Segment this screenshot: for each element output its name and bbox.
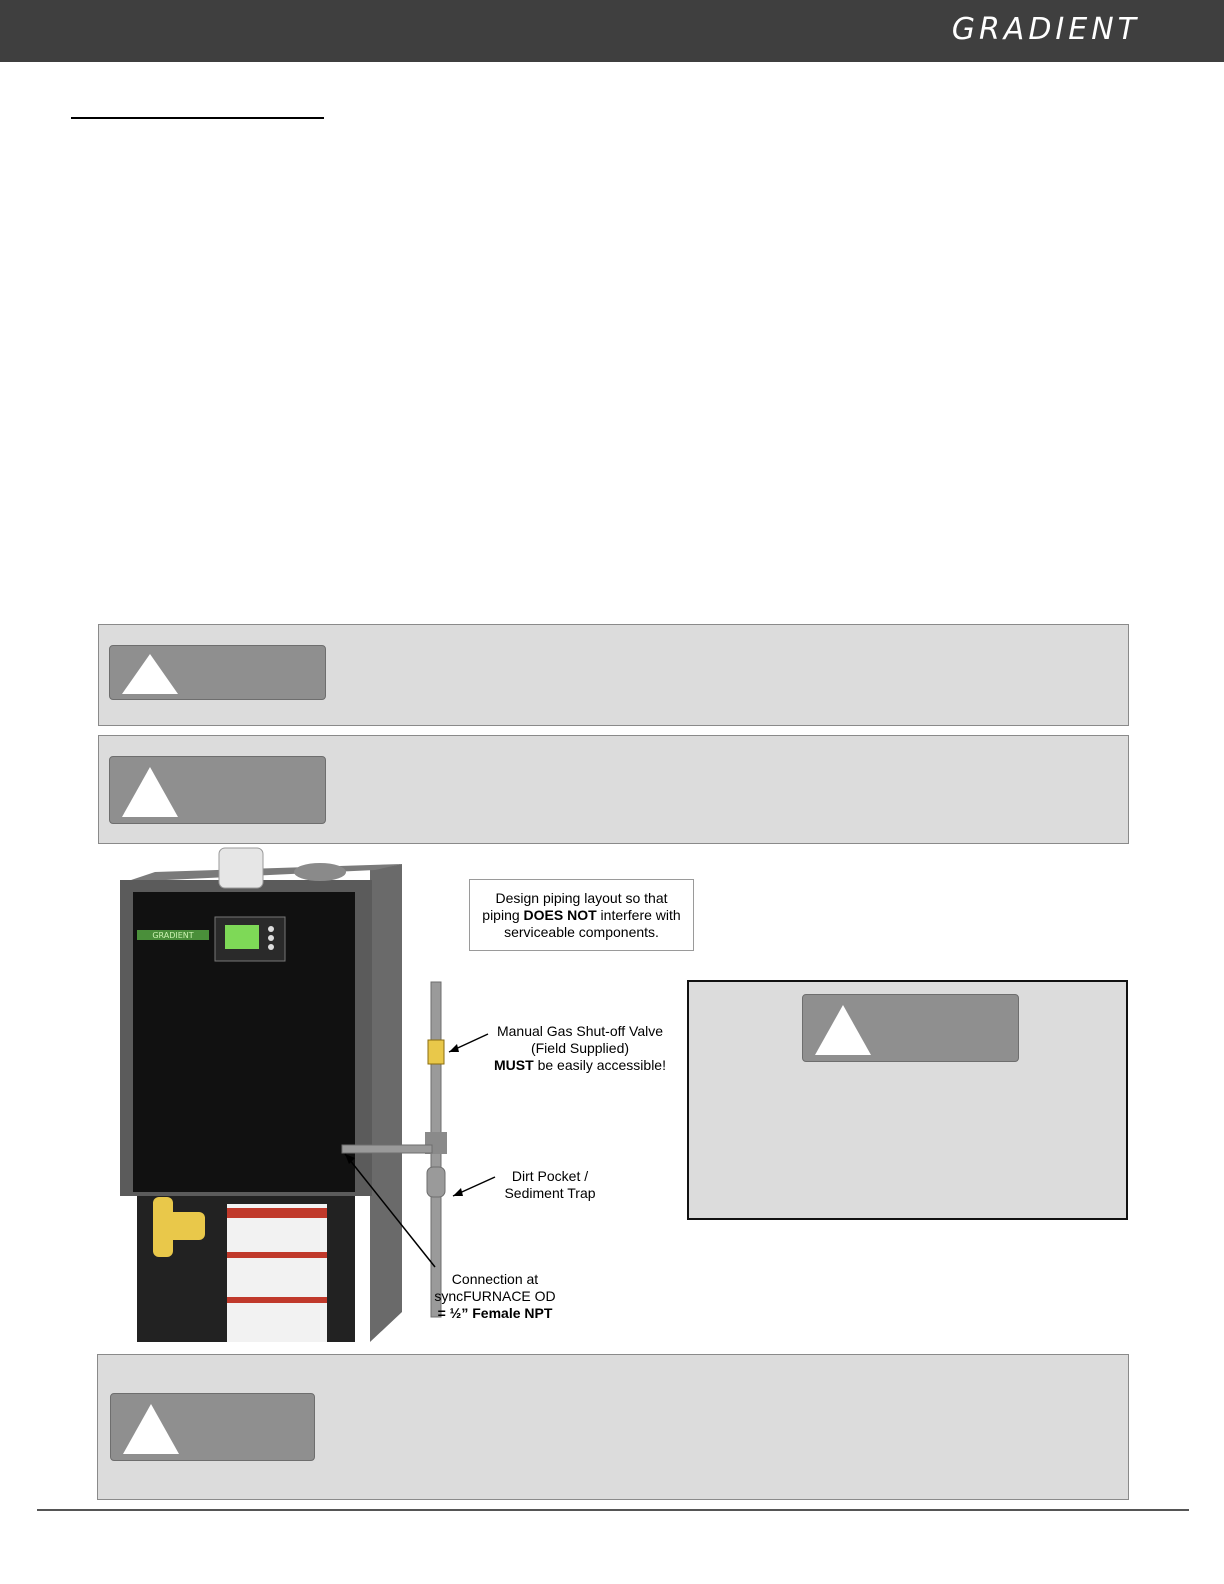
unit-brand-text: GRADIENT [152,931,194,940]
warning-triangle-icon [120,765,180,819]
valve-callout [480,1023,680,1074]
label-sheet [227,1204,327,1342]
design-note-line1: Design piping layout so that [495,890,668,906]
control-button [268,944,274,950]
warning-box-3 [97,1354,1129,1500]
connection-line3-bold: = ½” Female NPT [437,1305,553,1321]
side-warning-box [687,980,1128,1220]
label-band [227,1297,327,1303]
dirt-pocket-callout [495,1168,605,1202]
connection-line3 [420,1305,570,1322]
valve-line3-suffix: be easily accessible! [533,1057,666,1073]
warning-triangle-icon [813,1003,873,1057]
design-note-line3: serviceable components. [504,924,659,940]
valve-line3 [480,1057,680,1074]
dirt-pocket-line2: Sediment Trap [504,1185,596,1201]
brand-logo: GRADIENT [951,12,1140,47]
control-display-screen [225,925,259,949]
warning-badge [109,756,326,824]
control-button [268,935,274,941]
valve-line3-bold: MUST [494,1057,534,1073]
valve-line2: (Field Supplied) [530,1040,630,1056]
gas-valve-icon [428,1040,444,1064]
brass-fitting [165,1212,205,1240]
cabinet-side [370,864,402,1342]
warning-badge [110,1393,315,1461]
design-note-line2-bold: DOES NOT [523,907,597,923]
label-band [227,1252,327,1258]
connection-line1: Connection at [451,1271,539,1287]
warning-box-2 [98,735,1129,844]
label-band [227,1208,327,1218]
design-note-callout [469,890,694,941]
footer-rule [37,1509,1189,1511]
dirt-pocket-line1: Dirt Pocket / [511,1168,589,1184]
vent-collar [219,848,263,888]
warning-badge [109,645,326,700]
section-title-underline [71,117,324,119]
warning-triangle-icon [120,652,180,696]
design-note-line2 [469,907,694,924]
control-button [268,926,274,932]
design-note-line2-prefix: piping [482,907,524,923]
warning-triangle-icon [121,1402,181,1456]
header-bar [0,0,1224,62]
warning-badge [802,994,1019,1062]
warning-box-1 [98,624,1129,726]
connection-line2: syncFURNACE OD [434,1288,556,1304]
gas-pipe-horizontal [342,1145,432,1153]
valve-line1: Manual Gas Shut-off Valve [496,1023,664,1039]
sediment-trap [427,1167,445,1197]
design-note-line2-suffix: interfere with [596,907,681,923]
connection-callout [420,1271,570,1322]
air-intake [294,863,346,881]
